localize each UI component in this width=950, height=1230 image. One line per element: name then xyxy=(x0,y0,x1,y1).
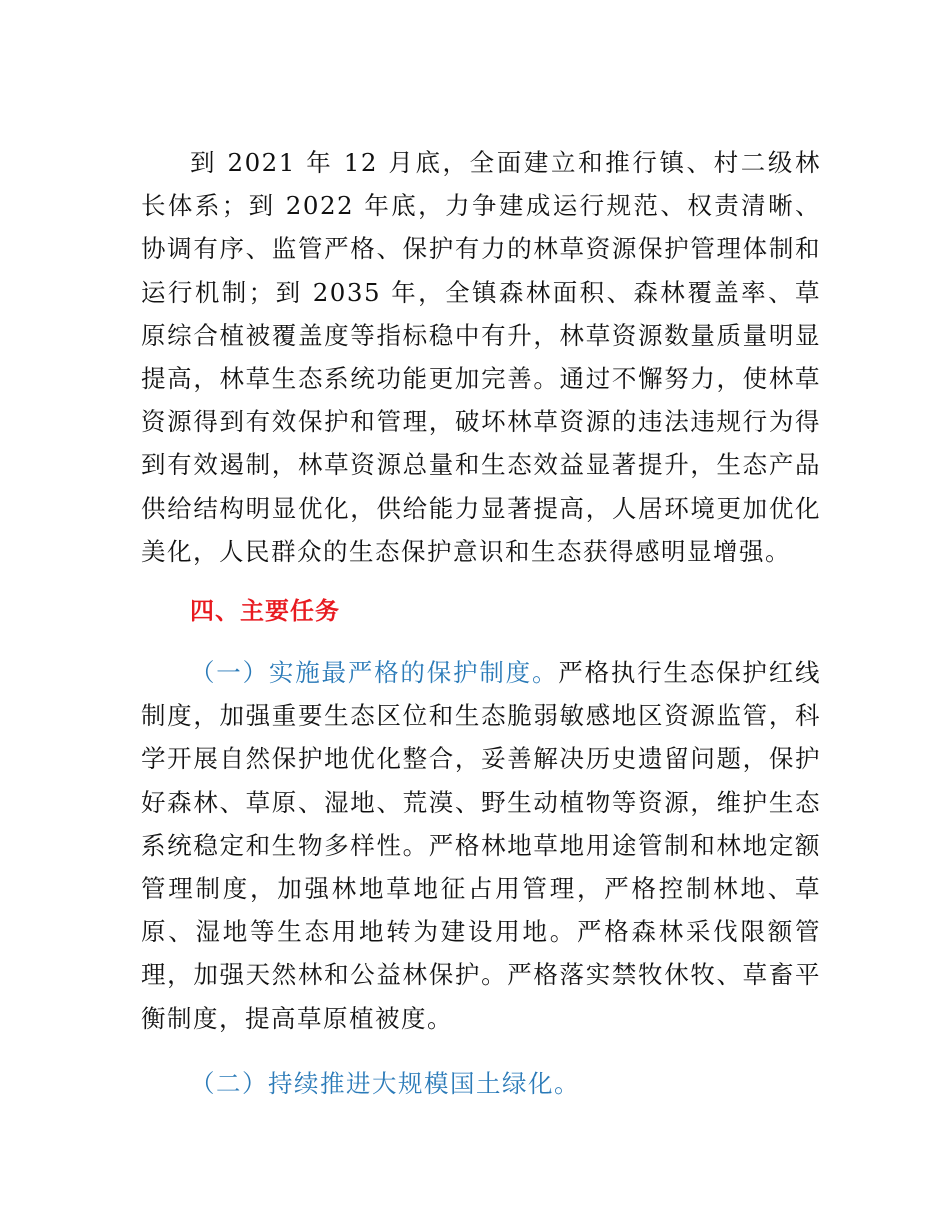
task-1-paragraph xyxy=(141,651,821,1040)
task-1-body: 严格执行生态保护红线制度，加强重要生态区位和生态脆弱敏感地区资源监管，科学开展自然保护地优化整合，妥善解决历史遗留问题，保护好森林、草原、湿地、荒漠、野生动植物等资源，维护生态系统稳定和生物多样性。严格林地草地用途管制和林地定额管理制度，加强林地草地征占用管理，严格控制林地、草原、湿地等生态用地转为建设用地。严格森林采伐限额管理，加强天然林和公益林保护。严格落实禁牧休牧、草畜平衡制度，提高草原植被度。 xyxy=(141,658,822,1033)
task-1-title: （一）实施最严格的保护制度。 xyxy=(190,658,559,687)
section-heading-main-tasks: 四、主要任务 xyxy=(190,597,340,625)
task-2-title: （二）持续推进大规模国土绿化。 xyxy=(190,1069,580,1098)
goal-paragraph: 到 2021 年 12 月底，全面建立和推行镇、村二级林长体系；到 2022 年底，力争建成运行规范、权责清晰、协调有序、监管严格、保护有力的林草资源保护管理体制和运行机制；到 2035 年，全镇森林面积、森林覆盖率、草原综合植被覆盖度等指标稳中有升，林草资源数量质量明显提高，林草生态系统功能更加完善。通过不懈努力，使林草资源得到有效保护和管理，破坏林草资源的违法违规行为得到有效遏制，林草资源总量和生态效益显著提升，生态产品供给结构明显优化，供给能力显著提高，人居环境更加优化美化，人民群众的生态保护意识和生态获得感明显增强。 xyxy=(141,148,821,566)
task-2-paragraph xyxy=(141,1062,821,1105)
